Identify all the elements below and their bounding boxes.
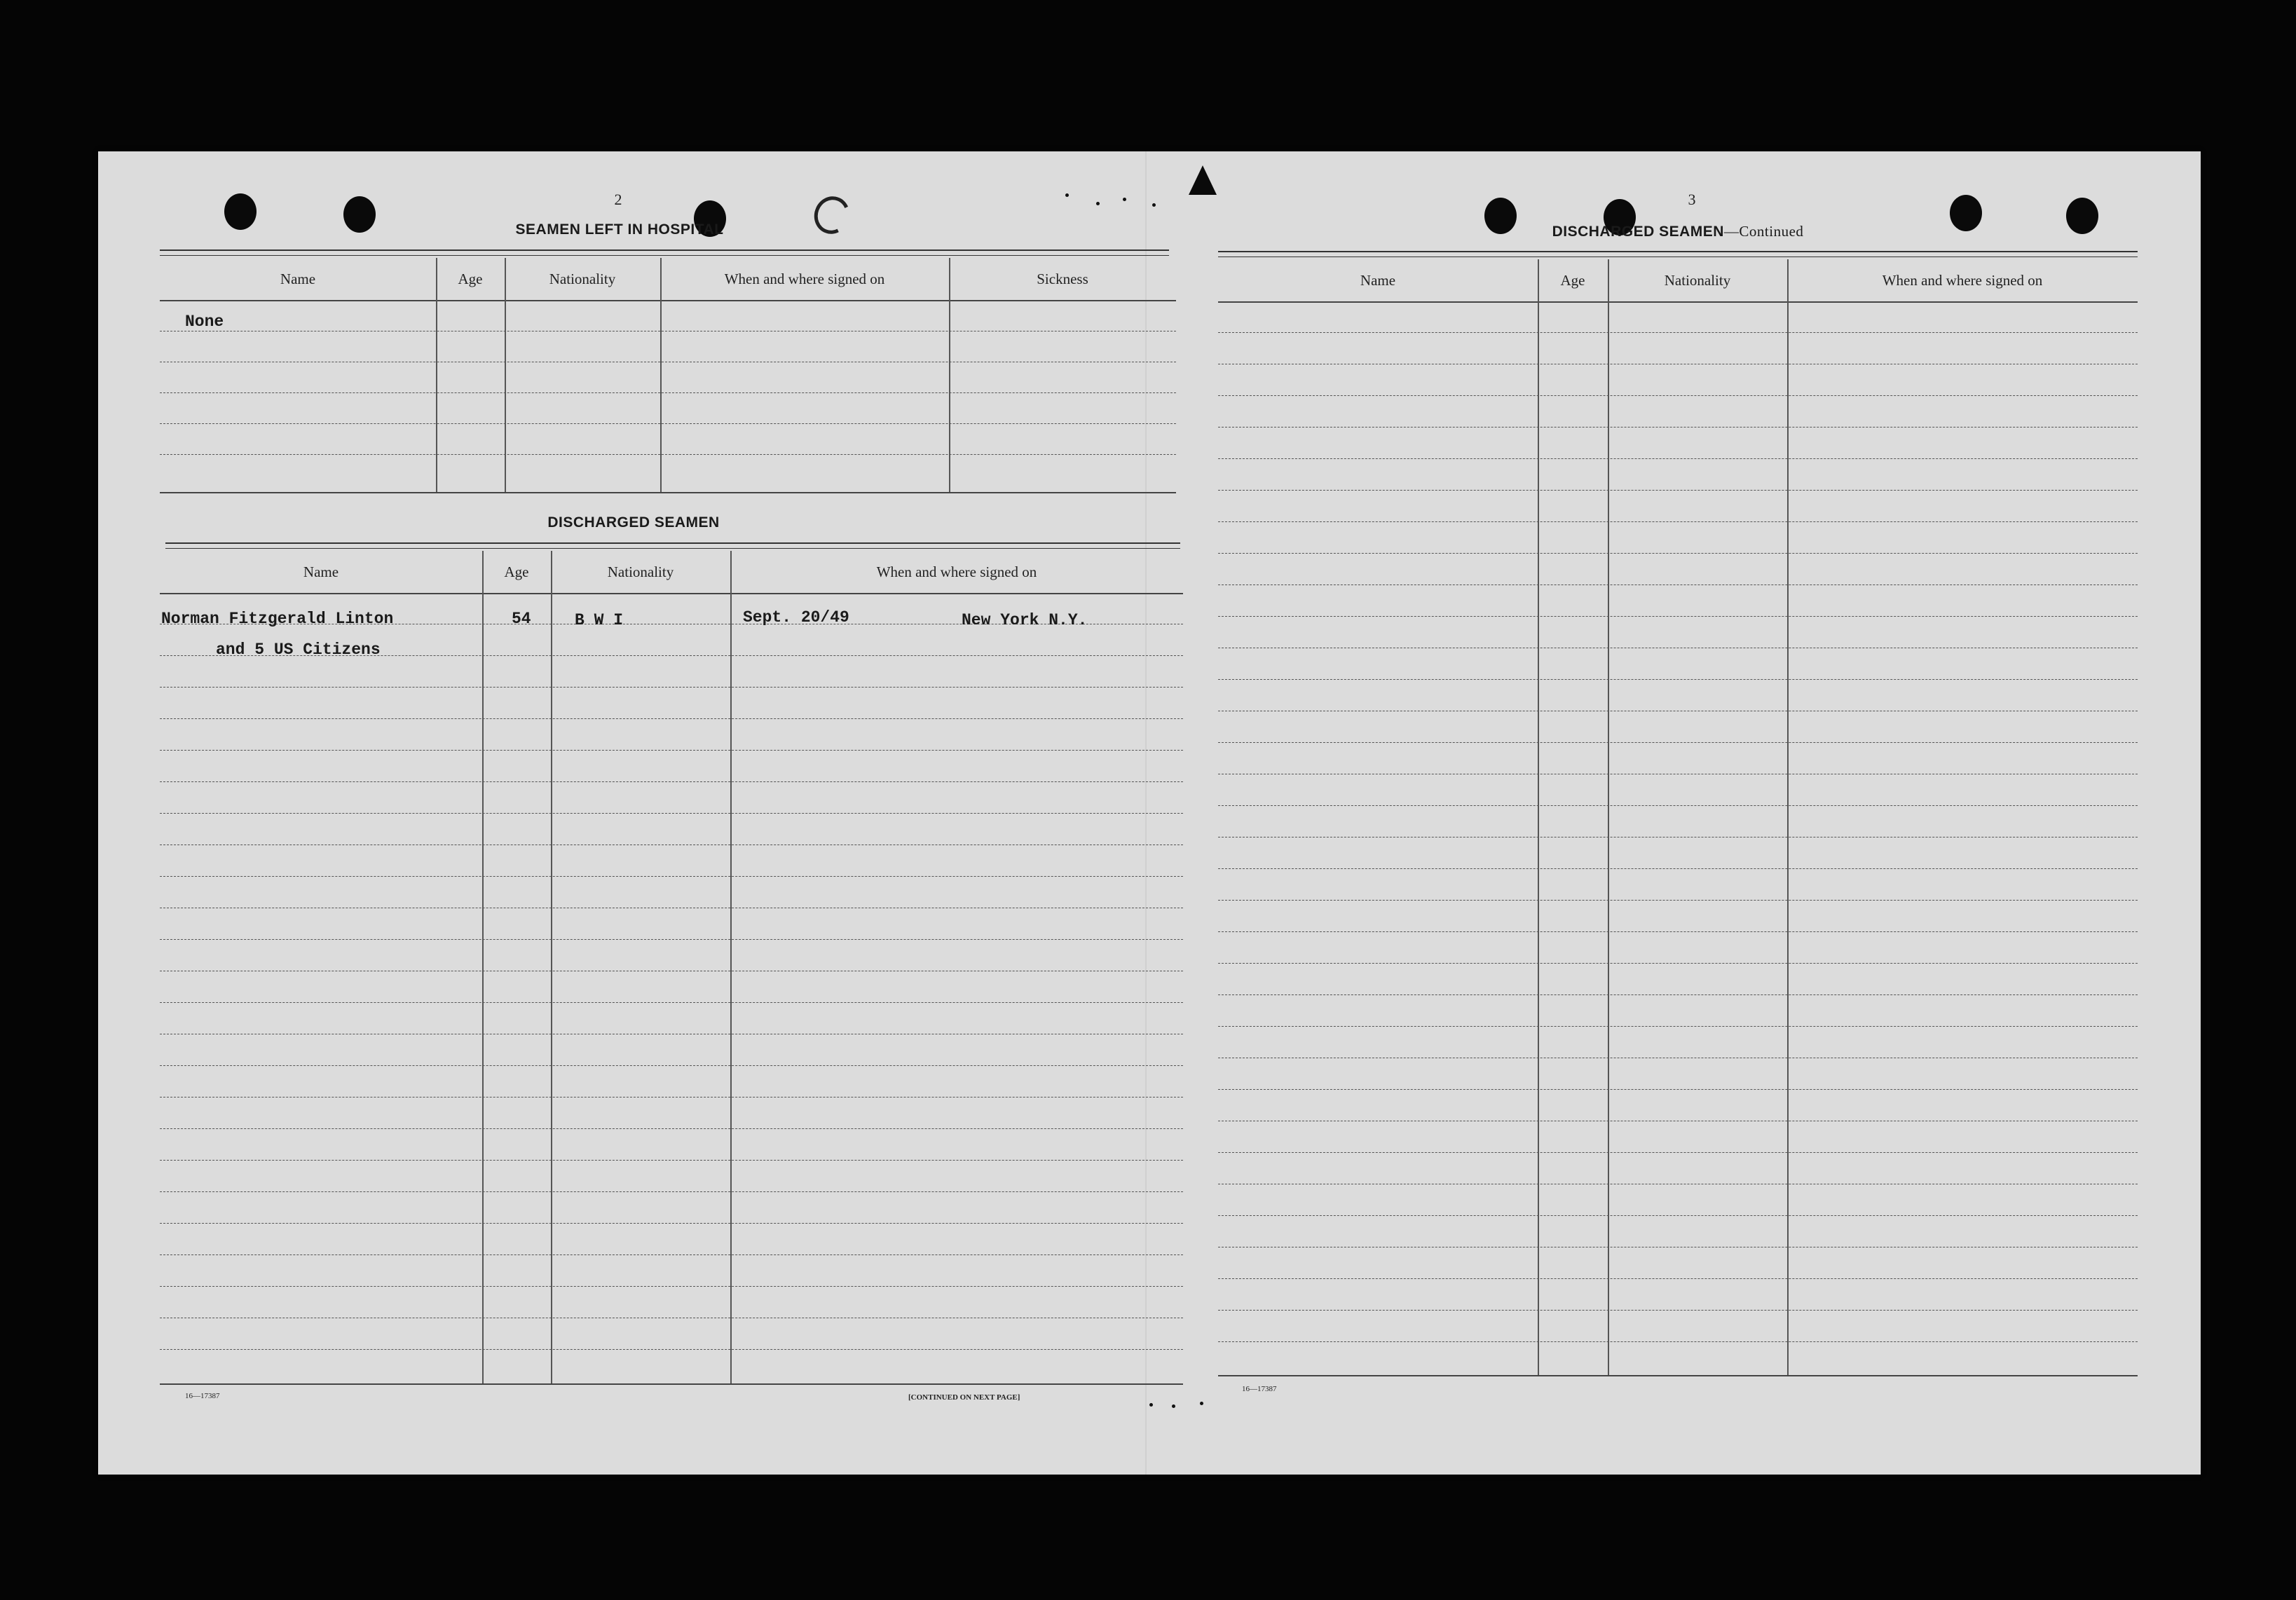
row-line [1218, 332, 2138, 333]
col-header-name: Name [280, 270, 316, 287]
row-line [160, 454, 1176, 455]
discharged-entry-age: 54 [512, 610, 531, 628]
row-line [160, 687, 1183, 688]
row-line [160, 1223, 1183, 1224]
form-number-left: 16—17387 [185, 1392, 220, 1400]
col-header-signed-on: When and where signed on [724, 270, 885, 287]
col-header-nationality: Nationality [1664, 271, 1731, 289]
row-line [1218, 1310, 2138, 1311]
discharged-entry-name-continued: and 5 US Citizens [216, 641, 381, 659]
column-divider [505, 258, 506, 493]
row-line [1218, 1341, 2138, 1342]
discharged-table [160, 551, 1183, 1385]
row-line [160, 750, 1183, 751]
row-line [1218, 679, 2138, 680]
section-rule [165, 542, 1180, 549]
column-divider [660, 258, 662, 493]
row-line [1218, 427, 2138, 428]
col-header-age: Age [1560, 271, 1585, 289]
table-header-row [160, 258, 1176, 301]
form-number-right: 16—17387 [1242, 1385, 1277, 1393]
row-line [160, 1254, 1183, 1255]
table-header-row [1218, 259, 2138, 303]
row-line [1218, 994, 2138, 995]
discharged-entry-signed-place: New York N.Y. [962, 611, 1088, 629]
speck [1172, 1404, 1175, 1408]
row-line [1218, 868, 2138, 869]
row-line [1218, 490, 2138, 491]
section-rule [160, 249, 1169, 256]
hospital-table [160, 258, 1176, 493]
column-divider [436, 258, 437, 493]
discharged-continued-table [1218, 259, 2138, 1376]
row-line [1218, 521, 2138, 522]
punch-hole [1484, 198, 1517, 234]
speck [1123, 198, 1126, 201]
row-line [160, 1002, 1183, 1003]
table-bottom-rule [160, 1383, 1183, 1385]
row-line [160, 1065, 1183, 1066]
discharged-entry-nationality: B W I [575, 611, 624, 629]
document-sheet [98, 151, 2201, 1475]
row-line [1218, 931, 2138, 932]
row-line [1218, 584, 2138, 585]
column-divider [730, 551, 732, 1385]
row-line [1218, 395, 2138, 396]
column-divider [482, 551, 484, 1385]
triangle-mark [1189, 165, 1217, 195]
section-rule [1218, 251, 2138, 257]
row-line [1218, 616, 2138, 617]
row-line [160, 1286, 1183, 1287]
row-line [160, 1191, 1183, 1192]
col-header-age: Age [458, 270, 483, 287]
speck [1200, 1402, 1203, 1405]
row-line [160, 423, 1176, 424]
row-line [1218, 742, 2138, 743]
row-line [160, 392, 1176, 393]
column-divider [551, 551, 552, 1385]
row-line [160, 876, 1183, 877]
punch-hole [2066, 198, 2098, 234]
row-line [160, 1160, 1183, 1161]
col-header-nationality: Nationality [549, 270, 616, 287]
row-line [1218, 1089, 2138, 1090]
col-header-age: Age [504, 563, 529, 580]
page-number-right: 3 [1688, 191, 1696, 208]
row-line [1218, 900, 2138, 901]
hospital-section-title: SEAMEN LEFT IN HOSPITAL [515, 221, 724, 238]
speck [1149, 1403, 1153, 1407]
row-line [160, 939, 1183, 940]
row-line [160, 1128, 1183, 1129]
table-header-row [160, 551, 1183, 594]
continued-note: [CONTINUED ON NEXT PAGE] [908, 1393, 1020, 1402]
row-line [1218, 553, 2138, 554]
page-number-left: 2 [614, 191, 622, 208]
hospital-entry-name: None [185, 313, 224, 331]
speck [1096, 202, 1100, 205]
col-header-nationality: Nationality [607, 563, 674, 580]
row-line [160, 813, 1183, 814]
discharged-entry-signed-date: Sept. 20/49 [743, 608, 849, 627]
row-line [160, 1349, 1183, 1350]
punch-ring-mark [809, 191, 854, 239]
column-divider [949, 258, 950, 493]
row-line [160, 718, 1183, 719]
speck [1065, 193, 1069, 197]
table-bottom-rule [1218, 1375, 2138, 1376]
table-bottom-rule [160, 492, 1176, 493]
col-header-signed-on: When and where signed on [876, 563, 1037, 580]
row-line [1218, 1215, 2138, 1216]
discharged-entry-name: Norman Fitzgerald Linton [161, 610, 394, 628]
speck [1152, 203, 1156, 207]
row-line [1218, 458, 2138, 459]
discharged-continued-title-suffix: —Continued [1723, 223, 1804, 240]
col-header-name: Name [303, 563, 339, 580]
col-header-signed-on: When and where signed on [1882, 271, 2043, 289]
col-header-sickness: Sickness [1037, 270, 1088, 287]
discharged-continued-title-main: DISCHARGED SEAMEN [1552, 224, 1724, 240]
punch-hole [1950, 195, 1982, 231]
punch-hole [224, 193, 257, 230]
row-line [1218, 1278, 2138, 1279]
row-line [1218, 1026, 2138, 1027]
punch-hole [343, 196, 376, 233]
discharged-continued-title [1531, 223, 1825, 240]
row-line [160, 1097, 1183, 1098]
discharged-section-title: DISCHARGED SEAMEN [547, 514, 720, 531]
row-line [1218, 1152, 2138, 1153]
row-line [160, 781, 1183, 782]
row-line [1218, 805, 2138, 806]
row-line [1218, 963, 2138, 964]
col-header-name: Name [1360, 271, 1396, 289]
